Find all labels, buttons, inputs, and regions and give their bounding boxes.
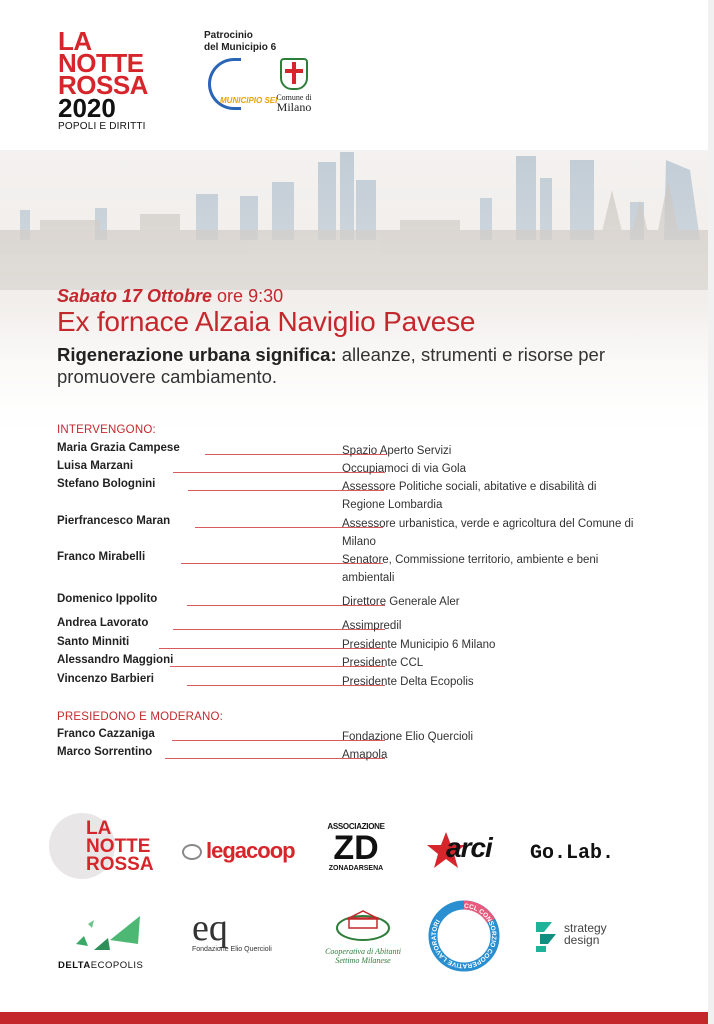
arci-logo (426, 826, 502, 876)
delta-rest: ECOPOLIS (90, 960, 144, 971)
edge-strip (708, 0, 714, 1024)
speaker-role: Spazio Aperto Servizi (342, 445, 452, 457)
brand-line-3: ROSSA (58, 70, 148, 100)
patron-logos (204, 58, 324, 114)
coop-line-1: Cooperativa di Abitanti (325, 947, 401, 956)
la-notte-rossa-partner-logo (86, 820, 154, 874)
legacoop-icon (182, 844, 202, 860)
eq-sub: Fondazione Elio Quercioli (192, 946, 272, 953)
speaker-row (57, 636, 657, 652)
milan-crest-icon (280, 58, 308, 90)
zd-top: ASSOCIAZIONE (327, 822, 385, 831)
strategy-design-logo (534, 920, 634, 960)
comune-line-1: Comune di (276, 93, 312, 102)
moderator-name: Marco Sorrentino (57, 746, 153, 758)
legacoop-text: legacoop (206, 838, 295, 863)
speaker-role: Presidente Municipio 6 Milano (342, 639, 496, 651)
brand-subtitle: POPOLI E DIRITTI (58, 121, 146, 132)
speaker-row (57, 551, 657, 584)
bottom-red-bar (0, 1012, 708, 1024)
partner-ln-2: NOTTE (86, 836, 151, 857)
event-time: ore 9:30 (217, 286, 284, 306)
speaker-role: Presidente CCL (342, 657, 424, 669)
speakers-heading: INTERVENGONO: (57, 424, 156, 436)
houses-icon (333, 910, 393, 942)
zd-mark: ZD (333, 829, 379, 867)
sd-text (564, 922, 607, 946)
topic-rest: alleanze, strumenti e risorse per promuovere cambiamento. (57, 344, 605, 387)
zd-bottom: ZONADARSENA (328, 865, 384, 872)
municipio-sei-logo (206, 58, 278, 110)
sd-line-1: strategy (564, 921, 607, 935)
ccl-ring-icon (426, 898, 502, 974)
speaker-name: Luisa Marzani (57, 460, 134, 472)
brand-year: 2020 (58, 93, 116, 123)
sd-mark-icon (534, 920, 558, 954)
speaker-row (57, 673, 657, 689)
speaker-row (57, 654, 657, 670)
delta-label (58, 960, 143, 971)
arci-text: arci (446, 832, 492, 863)
patron-line-2: del Municipio 6 (204, 42, 277, 53)
speaker-role: Assessore Politiche sociali, abitative e disabilità di Regione Lombardia (342, 481, 597, 511)
partner-ln-3: ROSSA (86, 854, 154, 875)
municipio-label: MUNICIPIO SEI (220, 96, 278, 105)
speaker-row (57, 617, 657, 633)
coop-line-2: Settimo Milanese (335, 956, 391, 965)
speaker-name: Stefano Bolognini (57, 478, 156, 490)
sd-line-2: design (564, 933, 600, 947)
speaker-row (57, 478, 657, 511)
legacoop-logo (182, 838, 295, 864)
event-venue: Ex fornace Alzaia Naviglio Pavese (57, 306, 476, 337)
speaker-name: Franco Mirabelli (57, 551, 146, 563)
speaker-role: Occupiamoci di via Gola (342, 463, 466, 475)
topic-lead: Rigenerazione urbana significa: (57, 344, 337, 365)
moderator-role: Fondazione Elio Quercioli (342, 731, 474, 743)
speaker-role: Assimpredil (342, 620, 402, 632)
speaker-name: Santo Minniti (57, 636, 130, 648)
ccl-consorzio-logo (426, 898, 502, 974)
speaker-role: Assessore urbanistica, verde e agricoltura del Comune di Milano (342, 518, 634, 548)
zona-darsena-logo (322, 822, 390, 880)
event-date (57, 286, 283, 307)
speaker-name: Pierfrancesco Maran (57, 515, 171, 527)
speaker-row (57, 460, 657, 476)
moderators-heading: PRESIEDONO E MODERANO: (57, 711, 224, 723)
ccl-ring-text: CCL CONSORZIO COOPERATIVE LAVORATORI (430, 902, 498, 970)
la-notte-rossa-logo (58, 26, 178, 132)
moderator-row (57, 728, 657, 744)
speaker-name: Domenico Ippolito (57, 593, 158, 605)
speaker-role: Senatore, Commissione territorio, ambiente e beni ambientali (342, 554, 599, 584)
fondazione-quercioli-logo (192, 907, 292, 968)
brand-line-2: NOTTE (58, 48, 144, 78)
speaker-name: Alessandro Maggioni (57, 654, 174, 666)
moderator-name: Franco Cazzaniga (57, 728, 155, 740)
speaker-row (57, 593, 657, 609)
delta-triangles-icon (64, 914, 154, 954)
golab-logo: Go.Lab. (530, 842, 615, 865)
moderator-row (57, 746, 657, 762)
speaker-name: Maria Grazia Campese (57, 442, 180, 454)
speaker-row (57, 515, 657, 548)
speaker-name: Vincenzo Barbieri (57, 673, 154, 685)
patronage (204, 30, 324, 54)
comune-line-2: Milano (276, 100, 312, 114)
brand-line-1: LA (58, 26, 92, 56)
speaker-role: Direttore Generale Aler (342, 596, 460, 608)
partner-ln-1: LA (86, 818, 112, 839)
comune-di-milano-logo (270, 58, 318, 114)
delta-ecopolis-logo (58, 914, 156, 970)
event-topic (57, 344, 657, 388)
speaker-row (57, 442, 657, 458)
speaker-role: Presidente Delta Ecopolis (342, 676, 474, 688)
speaker-name: Andrea Lavorato (57, 617, 149, 629)
patron-line-1: Patrocinio (204, 30, 253, 41)
eq-mark: eq (192, 907, 228, 949)
moderator-role: Amapola (342, 749, 388, 761)
event-day: Sabato 17 Ottobre (57, 286, 213, 306)
delta-bold: DELTA (58, 960, 91, 971)
coop-abitanti-logo (320, 910, 406, 970)
